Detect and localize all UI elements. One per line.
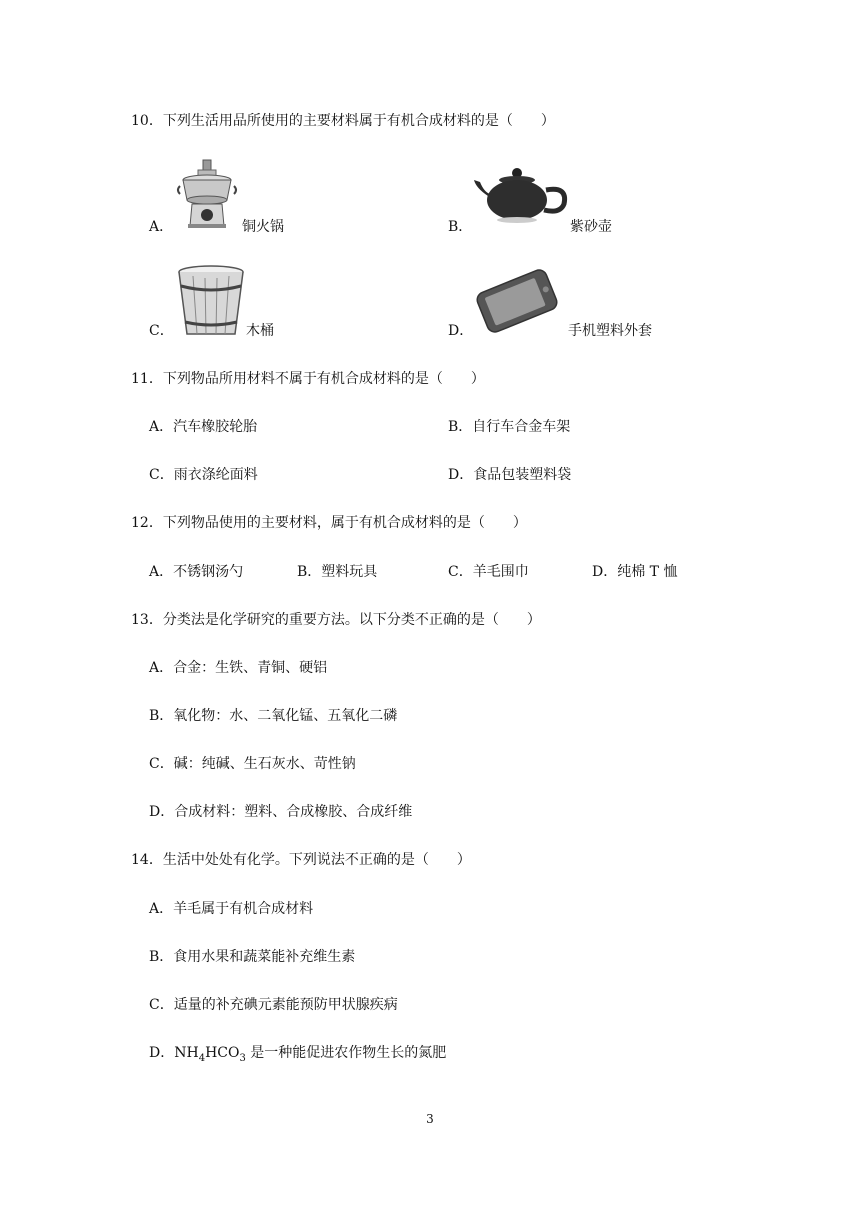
- q13-option-c: C．碱：纯碱、生石灰水、苛性钠: [149, 756, 356, 772]
- q14-option-d-suffix: 是一种能促进农作物生长的氮肥: [245, 1045, 447, 1061]
- question-13-stem: 13．分类法是化学研究的重要方法。以下分类不正确的是（ ）: [131, 612, 541, 628]
- q14-option-a: A．羊毛属于有机合成材料: [149, 901, 314, 917]
- q10-option-c-letter: C．: [149, 323, 174, 339]
- q12-option-d: D．纯棉 T 恤: [592, 564, 678, 580]
- q10-option-b-text: 紫砂壶: [570, 219, 612, 235]
- q14-option-b: B．食用水果和蔬菜能补充维生素: [149, 949, 356, 965]
- q14-option-d-subscript-2: 3: [239, 1052, 246, 1064]
- q10-option-d-text: 手机塑料外套: [568, 323, 652, 339]
- q14-option-d-prefix: D．NH: [149, 1045, 199, 1061]
- page-number: 3: [426, 1112, 434, 1126]
- q13-option-b: B．氧化物：水、二氧化锰、五氧化二磷: [149, 708, 398, 724]
- wooden-bucket-image: [175, 264, 247, 340]
- question-14-stem: 14．生活中处处有化学。下列说法不正确的是（ ）: [131, 852, 471, 868]
- q10-option-b-letter: B．: [448, 219, 473, 235]
- clay-teapot-image: [472, 164, 570, 226]
- question-11-stem: 11．下列物品所用材料不属于有机合成材料的是（ ）: [131, 371, 485, 387]
- q13-option-d: D．合成材料：塑料、合成橡胶、合成纤维: [149, 804, 413, 820]
- q11-option-b: B．自行车合金车架: [448, 419, 571, 435]
- q12-option-c: C．羊毛围巾: [448, 564, 529, 580]
- question-10-stem: 10．下列生活用品所使用的主要材料属于有机合成材料的是（ ）: [131, 113, 555, 129]
- q10-option-a-letter: A．: [149, 219, 174, 235]
- phone-plastic-case-image: [472, 266, 562, 336]
- q14-option-d: [149, 1044, 446, 1068]
- q14-option-d-mid: HCO: [205, 1045, 240, 1061]
- question-12-stem: 12．下列物品使用的主要材料，属于有机合成材料的是（ ）: [131, 515, 527, 531]
- q14-option-c: C．适量的补充碘元素能预防甲状腺疾病: [149, 997, 398, 1013]
- q10-option-c-text: 木桶: [246, 323, 274, 339]
- q10-option-d-letter: D．: [448, 323, 474, 339]
- q13-option-a: A．合金：生铁、青铜、硬铝: [149, 660, 328, 676]
- copper-hotpot-image: [176, 158, 238, 232]
- q14-option-d-subscript-1: 4: [198, 1052, 206, 1064]
- q10-option-a-text: 铜火锅: [242, 219, 284, 235]
- q12-option-a: A．不锈钢汤勺: [149, 564, 244, 580]
- q11-option-d: D．食品包装塑料袋: [448, 467, 572, 483]
- q11-option-a: A．汽车橡胶轮胎: [149, 419, 258, 435]
- q11-option-c: C．雨衣涤纶面料: [149, 467, 258, 483]
- q12-option-b: B．塑料玩具: [297, 564, 378, 580]
